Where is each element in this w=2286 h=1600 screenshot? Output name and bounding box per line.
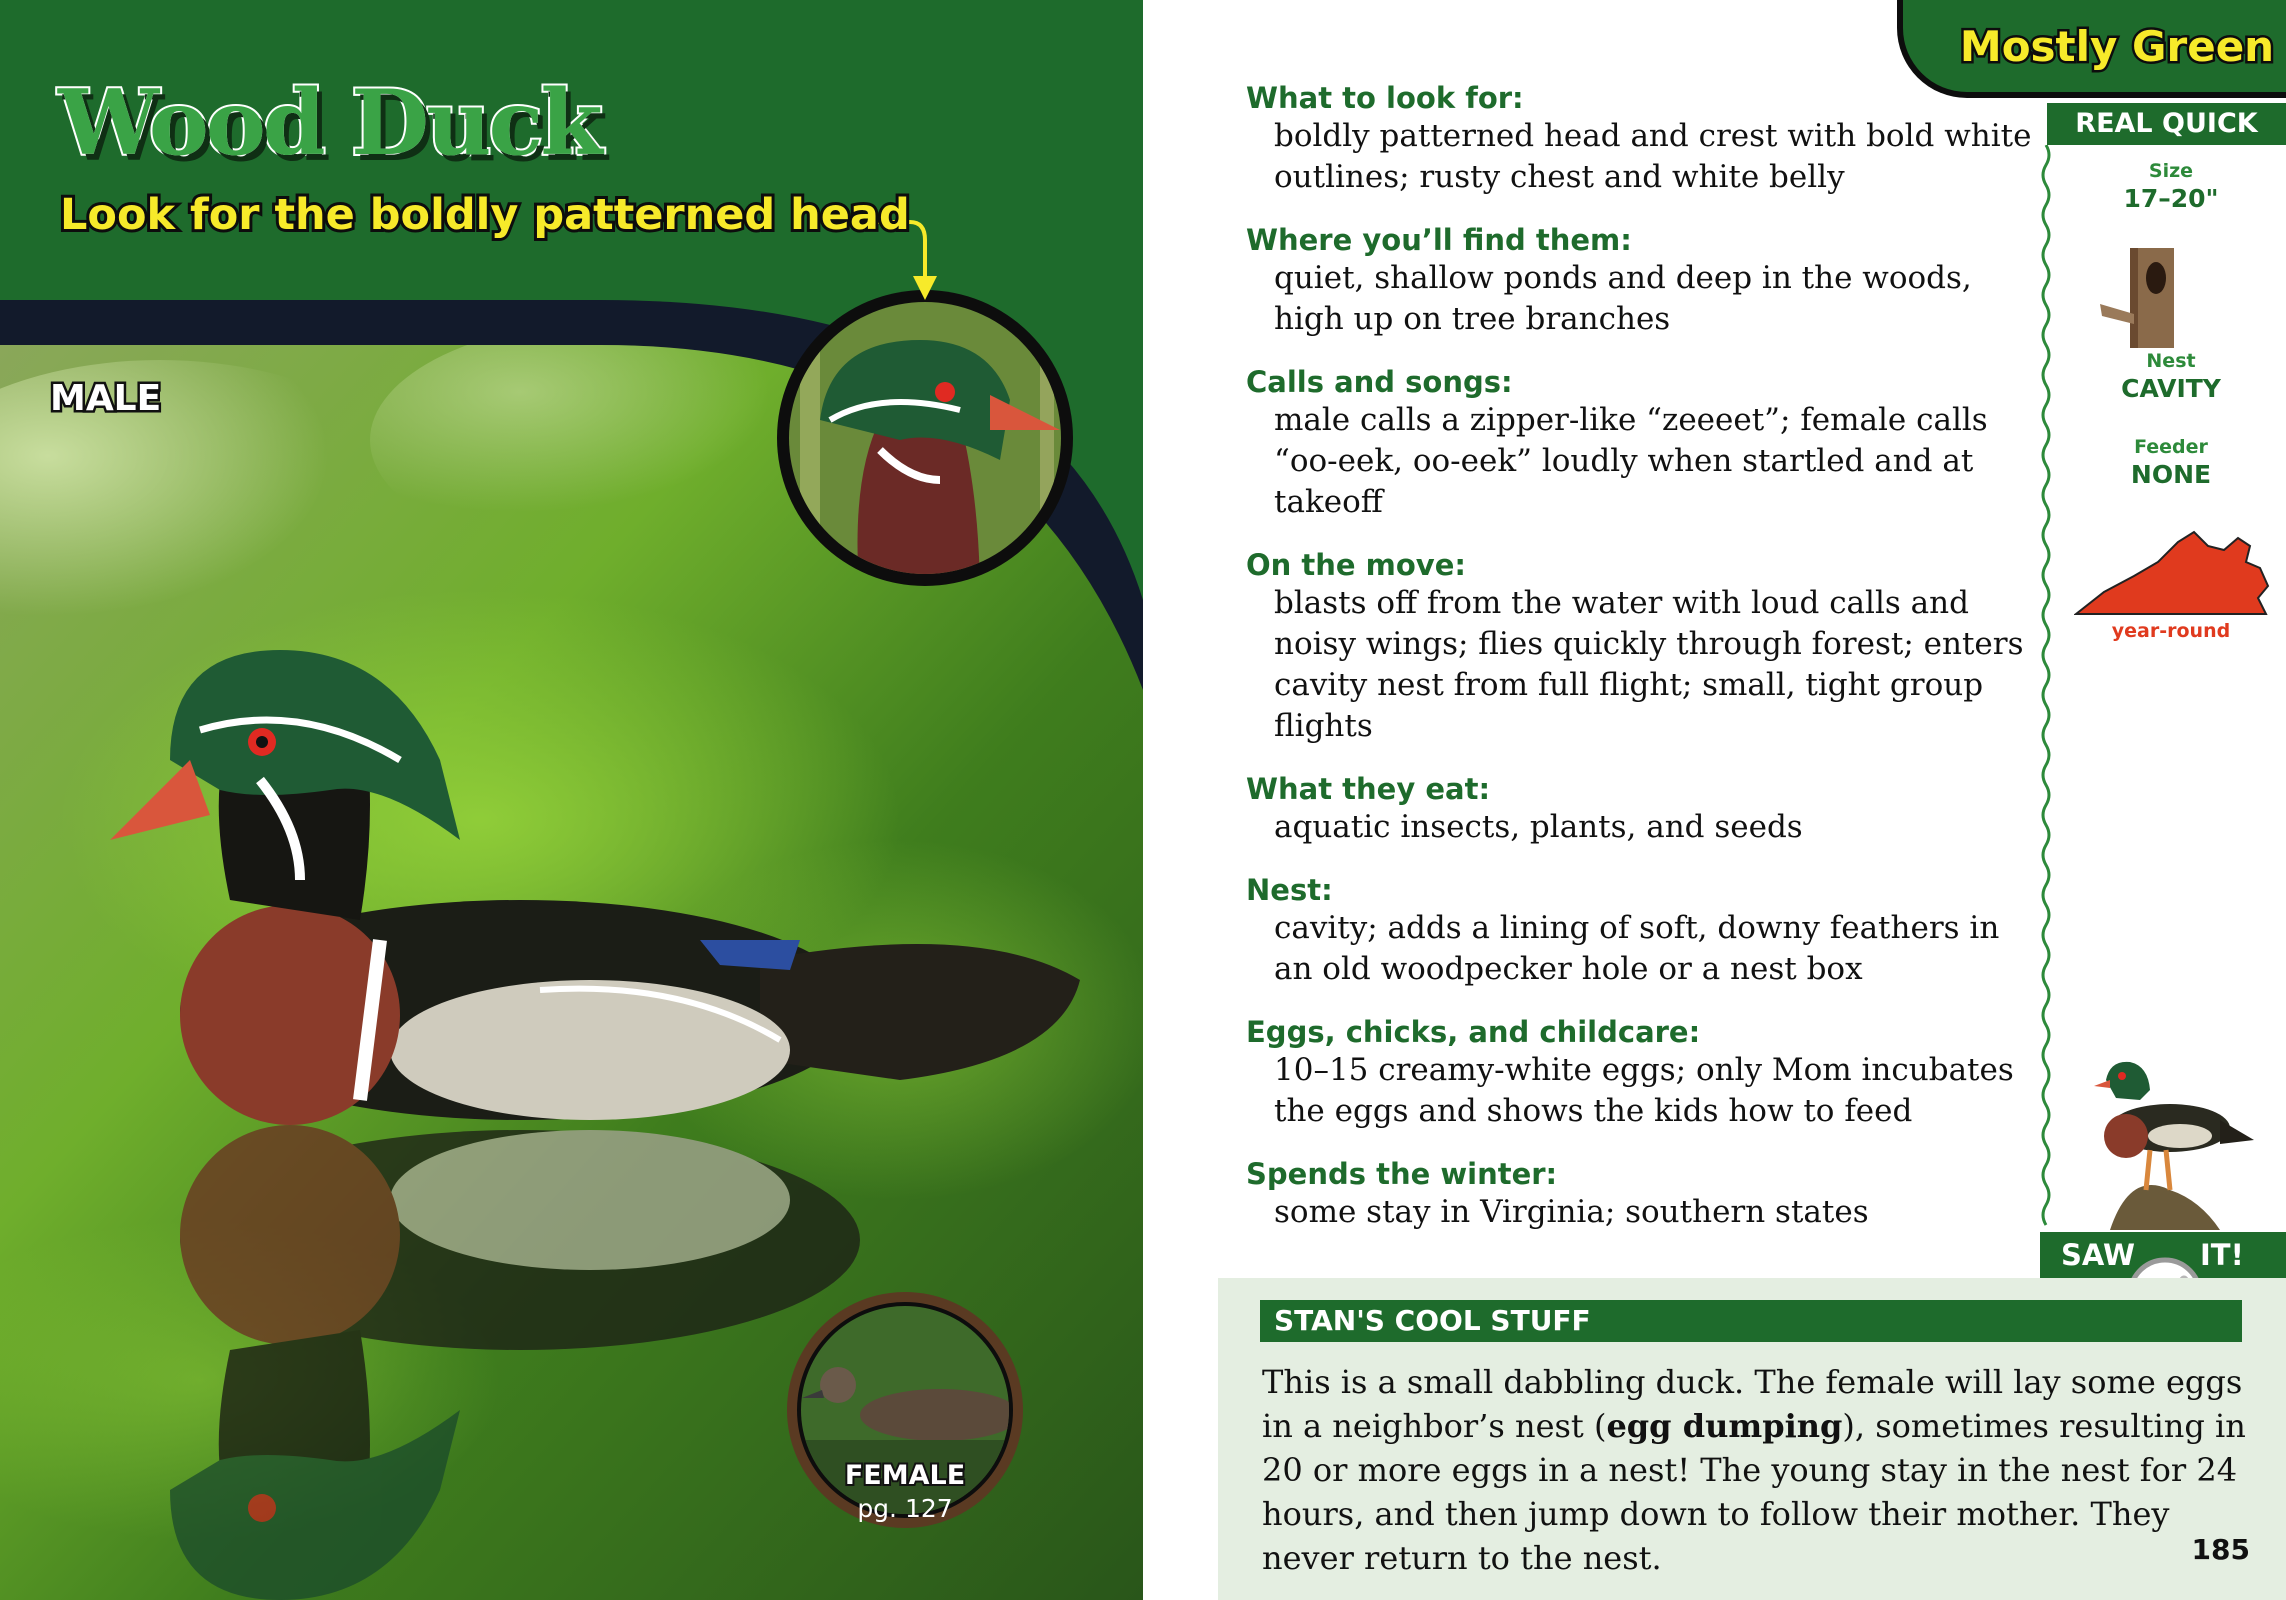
category-label: Mostly Green xyxy=(1959,22,2275,71)
small-duck-icon xyxy=(2070,1040,2260,1230)
female-label: FEMALE xyxy=(844,1460,966,1491)
nest-label: Nest xyxy=(2146,350,2196,372)
fact-text: 10–15 creamy-white eggs; only Mom incubates the eggs and shows the kids how to feed xyxy=(1274,1052,2014,1129)
fact-heading: Where you’ll find them: xyxy=(1246,223,1632,257)
feeder-label: Feeder xyxy=(2134,436,2208,458)
cool-stuff-header: STAN'S COOL STUFF xyxy=(1260,1300,2242,1342)
wavy-border xyxy=(2040,145,2052,1235)
feeder-value: NONE xyxy=(2130,460,2212,489)
virginia-map-icon xyxy=(2074,528,2270,618)
page-title: Wood Duck xyxy=(58,70,600,176)
fact-text: male calls a zipper-like “zeeeet”; female calls “oo-eek, oo-eek” loudly when startled and at takeoff xyxy=(1274,402,1988,520)
fact-item xyxy=(1246,771,2036,848)
saw-it-right-label: IT! xyxy=(2200,1238,2244,1272)
cool-stuff-text-start: This is a small dabbling duck. The female will lay some eggs in a neighbor’s nest ( xyxy=(1262,1363,2243,1445)
subtitle: Look for the boldly patterned head xyxy=(60,190,910,240)
tree-cavity-icon xyxy=(2100,248,2180,348)
fact-heading: What they eat: xyxy=(1246,772,1491,806)
fact-text: boldly patterned head and crest with bold white outlines; rusty chest and white belly xyxy=(1274,118,2032,195)
fact-text: aquatic insects, plants, and seeds xyxy=(1274,809,1803,845)
fact-heading: Nest: xyxy=(1246,873,1333,907)
cool-stuff-text xyxy=(1262,1360,2252,1580)
fact-text: blasts off from the water with loud calls and noisy wings; flies quickly through forest; enters cavity nest from full flight; small, tight group flights xyxy=(1274,585,2024,744)
fact-item xyxy=(1246,547,2036,747)
fact-item xyxy=(1246,1014,2036,1132)
nest-value: CAVITY xyxy=(2121,374,2221,403)
fact-heading: Spends the winter: xyxy=(1246,1157,1558,1191)
fact-item xyxy=(1246,222,2036,340)
fact-text: quiet, shallow ponds and deep in the woods, high up on tree branches xyxy=(1274,260,1972,337)
fact-item xyxy=(1246,80,2036,198)
fact-heading: What to look for: xyxy=(1246,81,1524,115)
saw-it-left-label: SAW xyxy=(2061,1238,2136,1272)
size-value: 17–20" xyxy=(2123,184,2219,213)
size-label: Size xyxy=(2148,160,2194,182)
range-label: year-round xyxy=(2111,620,2231,642)
female-page-reference: pg. 127 xyxy=(857,1494,953,1523)
fact-heading: Eggs, chicks, and childcare: xyxy=(1246,1015,1701,1049)
fact-text: cavity; adds a lining of soft, downy feathers in an old woodpecker hole or a nest box xyxy=(1274,910,2000,987)
facts-list xyxy=(1246,80,2036,1257)
fact-item xyxy=(1246,872,2036,990)
fact-text: some stay in Virginia; southern states xyxy=(1274,1194,1869,1230)
fact-heading: Calls and songs: xyxy=(1246,365,1513,399)
fact-item xyxy=(1246,1156,2036,1233)
fact-heading: On the move: xyxy=(1246,548,1466,582)
cool-stuff-bold-term: egg dumping xyxy=(1606,1407,1843,1445)
cool-stuff-text-end: ), sometimes resulting in 20 or more eggs in a nest! The young stay in the nest for 24 hours, and then jump down to follow their mother. They never return to the nest. xyxy=(1262,1407,2246,1577)
fact-item xyxy=(1246,364,2036,523)
real-quick-header: REAL QUICK xyxy=(2047,103,2286,145)
male-label: MALE xyxy=(50,378,162,419)
page-number: 185 xyxy=(2191,1533,2250,1566)
